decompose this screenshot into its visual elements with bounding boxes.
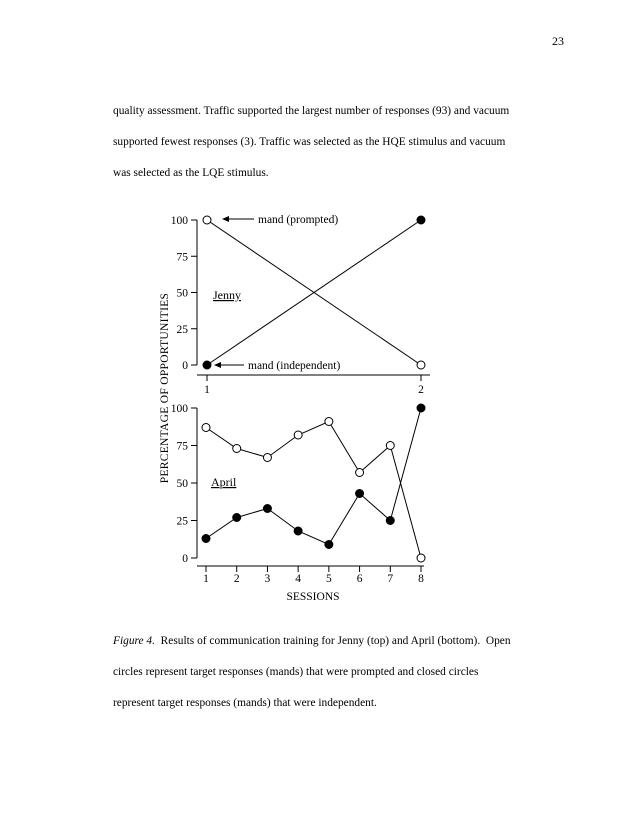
- bottom-y-tick-label: 100: [170, 403, 188, 415]
- caption-line-1-text: Results of communication training for Jenny (top) and April (bottom). Open: [154, 635, 511, 647]
- bottom-y-tick-label: 75: [176, 440, 188, 453]
- bottom-y-tick-label: 0: [182, 553, 188, 565]
- arrow-head-prompted: [222, 216, 229, 222]
- bottom-closed-point: [294, 527, 302, 535]
- top-y-tick-label: 75: [176, 251, 188, 264]
- bottom-open-point: [233, 445, 241, 453]
- y-axis-label: PERCENTAGE OF OPPORTUNITIES: [159, 292, 171, 484]
- caption-figure-label: Figure 4.: [113, 635, 155, 647]
- x-axis-label-sessions: SESSIONS: [286, 591, 340, 603]
- top-y-tick-label: 0: [182, 360, 188, 372]
- participant-label-jenny: Jenny: [213, 288, 241, 302]
- bottom-closed-point: [202, 535, 210, 543]
- body-line-3: was selected as the LQE stimulus.: [113, 167, 269, 179]
- bottom-closed-point: [386, 517, 394, 525]
- bottom-x-tick-label: 8: [418, 573, 424, 585]
- bottom-closed-point: [417, 404, 425, 412]
- top-open-point: [417, 361, 425, 369]
- page-number: 23: [552, 34, 564, 48]
- bottom-closed-point: [263, 505, 271, 513]
- bottom-open-point: [325, 418, 333, 426]
- top-closed-point: [203, 361, 211, 369]
- bottom-closed-point: [325, 541, 333, 549]
- top-closed-point: [417, 216, 425, 224]
- bottom-x-tick-label: 6: [356, 573, 363, 585]
- bottom-open-point: [386, 442, 394, 450]
- caption-line-2: circles represent target responses (mands) that were prompted and closed circles: [113, 666, 479, 678]
- caption-line-3: represent target responses (mands) that were independent.: [113, 697, 377, 709]
- bottom-closed-point: [356, 490, 364, 498]
- bottom-x-tick-label: 2: [233, 573, 240, 585]
- top-x-tick-label: 1: [204, 384, 210, 396]
- top-y-tick-label: 50: [176, 287, 188, 300]
- bottom-open-point: [417, 554, 425, 562]
- bottom-x-tick-label: 3: [264, 573, 271, 585]
- participant-label-april: April: [211, 475, 237, 489]
- bottom-closed-point: [233, 514, 241, 522]
- bottom-open-point: [356, 469, 364, 477]
- figure-caption: [113, 626, 573, 719]
- top-x-tick-label: 2: [418, 384, 424, 396]
- bottom-open-point: [294, 431, 302, 439]
- top-y-tick-label: 25: [176, 323, 188, 336]
- bottom-x-tick-label: 1: [203, 573, 209, 585]
- annotation-mand-independent: mand (independent): [248, 360, 341, 372]
- bottom-y-tick-label: 50: [176, 478, 188, 490]
- annotation-mand-prompted: mand (prompted): [258, 214, 339, 226]
- bottom-x-tick-label: 7: [387, 573, 394, 585]
- bottom-open-point: [263, 454, 271, 462]
- body-line-1: quality assessment. Traffic supported the largest number of responses (93) and vacuum: [113, 105, 510, 117]
- top-y-tick-label: 100: [170, 215, 188, 227]
- top-open-point: [203, 216, 211, 224]
- bottom-x-tick-label: 5: [325, 573, 332, 585]
- body-line-2: supported fewest responses (3). Traffic was selected as the HQE stimulus and vacuum: [113, 136, 506, 148]
- bottom-y-tick-label: 25: [176, 515, 188, 528]
- bottom-x-tick-label: 4: [295, 573, 302, 585]
- arrow-head-independent: [214, 362, 221, 368]
- bottom-open-point: [202, 424, 210, 432]
- caption-line-1: [113, 626, 573, 657]
